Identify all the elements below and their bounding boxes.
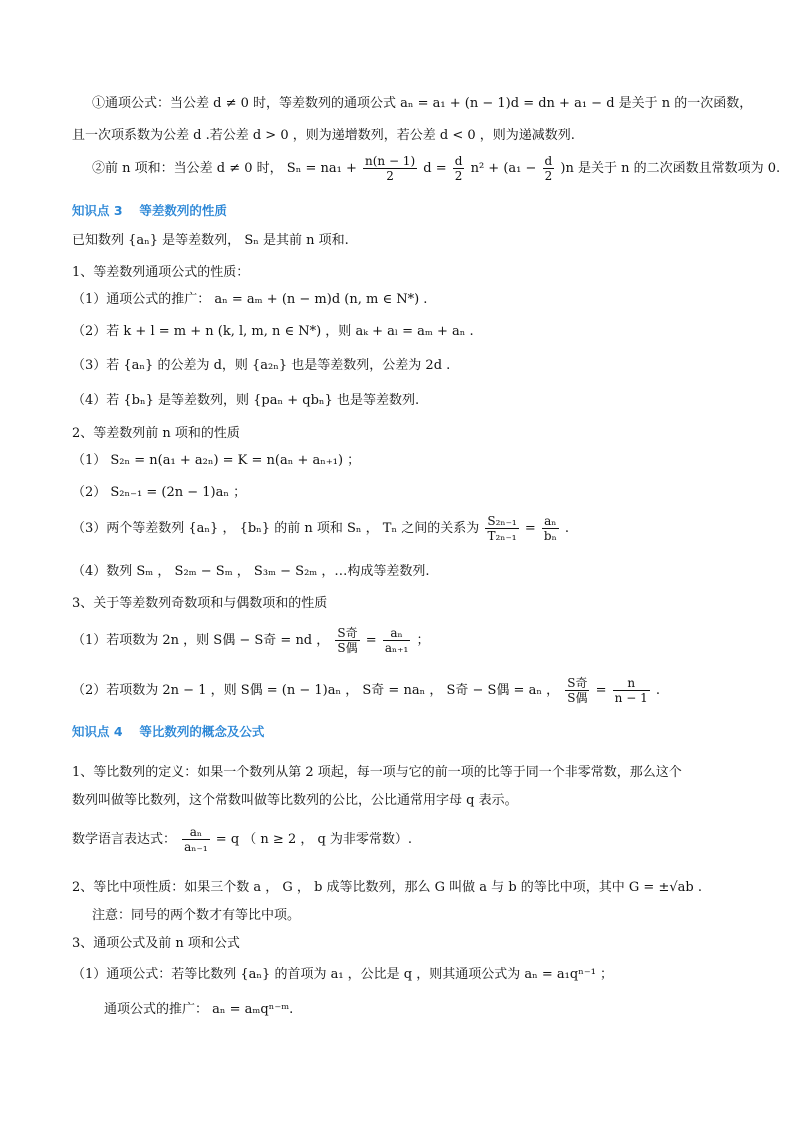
denominator: aₙ₊₁ — [384, 641, 409, 655]
numerator: S奇 — [567, 676, 588, 690]
numerator: aₙ — [542, 514, 559, 529]
numerator: n — [613, 676, 650, 691]
sec-last-title: 3、通项公式及前 n 项和公式 — [72, 936, 240, 951]
geometric-mean-line-2: 注意：同号的两个数才有等比中项。 — [92, 908, 301, 923]
period: . — [655, 683, 660, 698]
fraction-a-over-b — [542, 514, 559, 543]
intro-3: 已知数列 {aₙ} 是等差数列， Sₙ 是其前 n 项和. — [72, 233, 349, 248]
sec3-item1-prefix: （1）若项数为 2n ，则 S偶 − S奇 = nd ， — [72, 633, 330, 648]
denominator: S偶 — [337, 641, 358, 655]
fraction-n-over-n-1 — [613, 676, 650, 705]
geometric-mean-line-1: 2、等比中项性质：如果三个数 a ， G ， b 成等比数列，那么 G 叫做 a 与 b 的等比中项，其中 G = ±√ab . — [72, 880, 702, 895]
sec1-item-3: （3）若 {aₙ} 的公差为 d，则 {a₂ₙ} 也是等差数列，公差为 2d . — [72, 358, 451, 373]
equals-sign: = — [524, 521, 536, 536]
sec1-title: 1、等差数列通项公式的性质： — [72, 265, 250, 280]
sec3-title: 3、关于等差数列奇数项和与偶数项和的性质 — [72, 596, 328, 611]
denominator: aₙ₋₁ — [184, 840, 208, 854]
numerator: d — [544, 154, 553, 168]
fraction-s-odd-over-s-even — [335, 626, 359, 655]
denominator: S偶 — [567, 691, 588, 705]
sec-last-item-1b: 通项公式的推广： aₙ = aₘqⁿ⁻ᵐ. — [104, 1002, 294, 1017]
numerator: n(n − 1) — [364, 154, 416, 168]
denominator: 2 — [454, 169, 463, 183]
fraction-s-odd-over-s-even-b — [565, 676, 589, 705]
denominator: 2 — [386, 169, 394, 183]
sec2-title: 2、等差数列前 n 项和的性质 — [72, 426, 240, 441]
numerator: aₙ — [383, 626, 411, 641]
heading-knowledge-point-4: 知识点 4 等比数列的概念及公式 — [72, 724, 265, 739]
para2 — [92, 154, 781, 183]
para1-line2: 且一次项系数为公差 d .若公差 d > 0 ，则为递增数列，若公差 d < 0 ，则为递减数列. — [72, 128, 575, 143]
semicolon: ； — [416, 633, 430, 648]
definition-line-1: 1、等比数列的定义：如果一个数列从第 2 项起，每一项与它的前一项的比等于同一个非零常数，那么这个 — [72, 765, 682, 780]
numerator: aₙ — [182, 825, 210, 840]
math-expr-suffix: = q （ n ≥ 2 ， q 为非零常数）. — [215, 832, 413, 847]
sec1-item-4: （4）若 {bₙ} 是等差数列，则 {paₙ + qbₙ} 也是等差数列. — [72, 393, 420, 408]
sec-last-item-1: （1）通项公式：若等比数列 {aₙ} 的首项为 a₁ ，公比是 q ，则其通项公式为 aₙ = a₁qⁿ⁻¹ ； — [72, 967, 614, 982]
fraction-d-over-2-b — [543, 154, 555, 183]
fraction-an-over-an1 — [383, 626, 411, 655]
numerator: S₂ₙ₋₁ — [487, 514, 517, 528]
numerator: d — [454, 154, 463, 168]
denominator: 2 — [544, 169, 553, 183]
para2-suffix: )n 是关于 n 的二次函数且常数项为 0. — [560, 161, 781, 176]
para2-prefix: ②前 n 项和：当公差 d ≠ 0 时， Sₙ = na₁ + — [92, 161, 357, 176]
period: . — [564, 521, 570, 536]
sec2-item-2: （2） S₂ₙ₋₁ = (2n − 1)aₙ ； — [72, 485, 247, 500]
denominator: n − 1 — [614, 691, 648, 705]
sec3-item-1 — [72, 624, 734, 658]
para2-mid2: n² + (a₁ − — [470, 161, 537, 176]
math-expr-prefix: 数学语言表达式： — [72, 832, 177, 847]
para1-line1: ①通项公式：当公差 d ≠ 0 时，等差数列的通项公式 aₙ = a₁ + (n − 1)d = dn + a₁ − d 是关于 n 的一次函数， — [92, 96, 753, 111]
sec2-item-4: （4）数列 Sₘ ， S₂ₘ − Sₘ ， S₃ₘ − S₂ₘ ，…构成等差数列. — [72, 564, 430, 579]
sec2-item-3 — [72, 514, 734, 544]
sec2-item-1: （1） S₂ₙ = n(a₁ + a₂ₙ) = K = n(aₙ + aₙ₊₁) ； — [72, 453, 361, 468]
sec2-item3-prefix: （3）两个等差数列 {aₙ} ， {bₙ} 的前 n 项和 Sₙ ， Tₙ 之间的关系为 — [72, 521, 480, 536]
sec1-item-1: （1）通项公式的推广： aₙ = aₘ + (n − m)d (n, m ∈ N*) . — [72, 292, 428, 307]
fraction-n-n-1-over-2 — [363, 154, 417, 183]
equals-sign: = — [365, 633, 377, 648]
equals-sign: = — [595, 683, 607, 698]
fraction-s-over-t — [485, 514, 518, 543]
denominator: bₙ — [543, 529, 557, 543]
sec3-item-2 — [72, 674, 734, 708]
heading-knowledge-point-3: 知识点 3 等差数列的性质 — [72, 203, 227, 218]
definition-line-2: 数列叫做等比数列，这个常数叫做等比数列的公比，公比通常用字母 q 表示。 — [72, 793, 518, 808]
numerator: S奇 — [337, 626, 358, 640]
fraction-d-over-2 — [453, 154, 465, 183]
fraction-an-over-an-1 — [182, 825, 210, 854]
math-expression — [72, 822, 734, 858]
sec3-item2-prefix: （2）若项数为 2n − 1 ，则 S偶 = (n − 1)aₙ ， S奇 = naₙ ， S奇 − S偶 = aₙ ， — [72, 683, 560, 698]
sec1-item-2: （2）若 k + l = m + n (k, l, m, n ∈ N*) ，则 aₖ + aₗ = aₘ + aₙ . — [72, 324, 474, 339]
para2-mid1: d = — [423, 161, 447, 176]
denominator: T₂ₙ₋₁ — [487, 529, 517, 543]
